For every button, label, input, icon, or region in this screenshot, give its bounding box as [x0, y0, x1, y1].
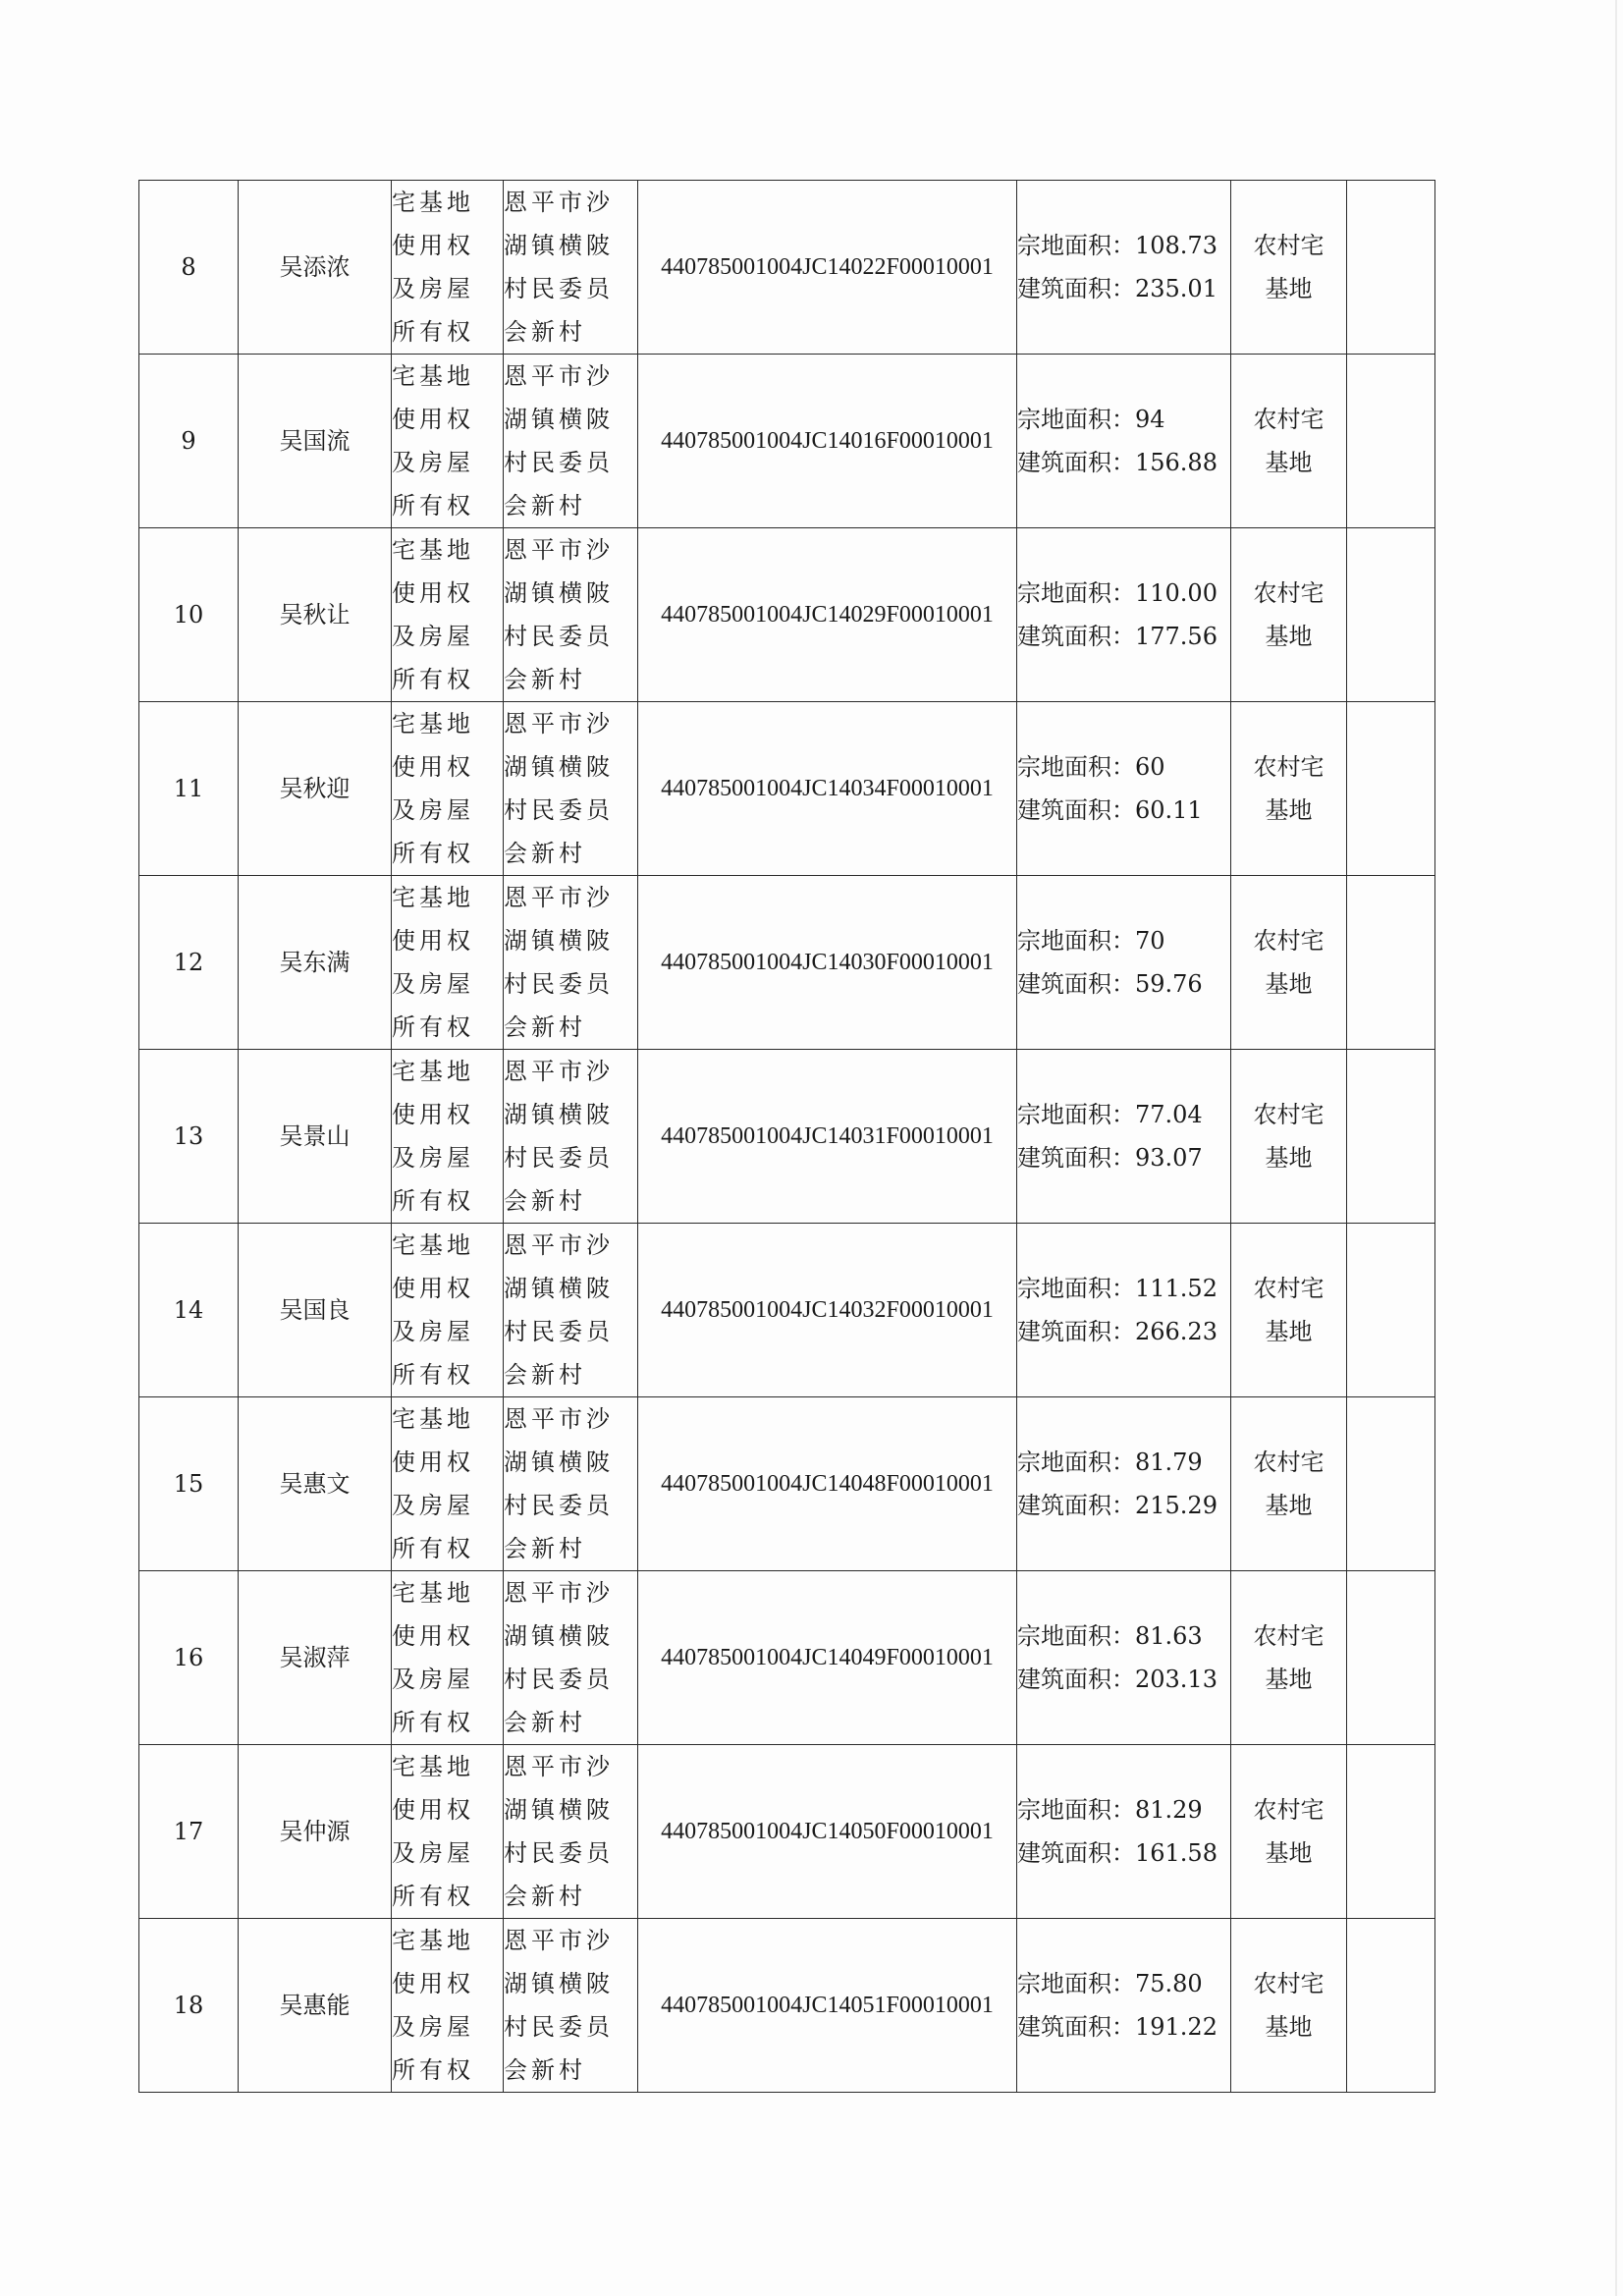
right-type-line: 宅基地	[392, 1579, 474, 1607]
remarks-cell	[1347, 1397, 1435, 1571]
property-unit-code: 440785001004JC14048F00010001	[638, 1397, 1017, 1571]
land-area: 宗地面积：60	[1017, 753, 1165, 781]
row-number: 8	[139, 181, 239, 355]
building-area: 建筑面积：203.13	[1017, 1666, 1217, 1693]
land-use-line: 基地	[1265, 2013, 1313, 2041]
remarks-cell	[1347, 1745, 1435, 1919]
right-type-line: 所有权	[392, 1361, 474, 1389]
property-unit-code: 440785001004JC14034F00010001	[638, 702, 1017, 876]
property-unit-code: 440785001004JC14050F00010001	[638, 1745, 1017, 1919]
right-type-line: 宅基地	[392, 189, 474, 216]
land-use-line: 农村宅	[1253, 1101, 1325, 1128]
building-area: 建筑面积：177.56	[1017, 623, 1217, 650]
right-type-line: 及房屋	[392, 449, 474, 476]
land-owner-line: 村民委员	[504, 1492, 614, 1519]
land-use-line: 农村宅	[1253, 232, 1325, 259]
right-type-line: 及房屋	[392, 1666, 474, 1693]
right-type-line: 宅基地	[392, 1927, 474, 1954]
building-area: 建筑面积：156.88	[1017, 449, 1217, 476]
right-type-line: 所有权	[392, 840, 474, 867]
right-type-line: 及房屋	[392, 1839, 474, 1867]
land-owner-line: 湖镇横陂	[504, 927, 614, 955]
row-number: 13	[139, 1050, 239, 1224]
table-row	[139, 355, 1435, 528]
remarks-cell	[1347, 876, 1435, 1050]
land-owner-line: 湖镇横陂	[504, 1970, 614, 1997]
land-use-line: 农村宅	[1253, 1449, 1325, 1476]
right-type-line: 所有权	[392, 1535, 474, 1562]
land-owner-line: 恩平市沙	[504, 1231, 614, 1259]
land-use	[1231, 702, 1347, 876]
land-owner	[504, 1571, 638, 1745]
land-owner-line: 会新村	[504, 1361, 586, 1389]
land-owner-line: 湖镇横陂	[504, 406, 614, 433]
table-row	[139, 876, 1435, 1050]
right-type-line: 使用权	[392, 1796, 474, 1824]
right-type-line: 所有权	[392, 318, 474, 346]
land-use	[1231, 1050, 1347, 1224]
right-type-line: 及房屋	[392, 275, 474, 302]
land-owner	[504, 1050, 638, 1224]
right-type	[392, 1224, 504, 1397]
right-type-line: 宅基地	[392, 884, 474, 911]
land-use	[1231, 1571, 1347, 1745]
land-use-line: 农村宅	[1253, 406, 1325, 433]
remarks-cell	[1347, 181, 1435, 355]
land-use	[1231, 1919, 1347, 2093]
right-type-line: 宅基地	[392, 1753, 474, 1780]
remarks-cell	[1347, 1224, 1435, 1397]
land-use-line: 农村宅	[1253, 1970, 1325, 1997]
right-type-line: 使用权	[392, 579, 474, 607]
row-number: 18	[139, 1919, 239, 2093]
row-number: 11	[139, 702, 239, 876]
land-use-line: 农村宅	[1253, 1622, 1325, 1650]
land-area: 宗地面积：111.52	[1017, 1275, 1217, 1302]
land-use-line: 基地	[1265, 1318, 1313, 1345]
right-type-line: 使用权	[392, 406, 474, 433]
land-owner-line: 湖镇横陂	[504, 232, 614, 259]
land-area: 宗地面积：81.29	[1017, 1796, 1203, 1824]
property-unit-code: 440785001004JC14032F00010001	[638, 1224, 1017, 1397]
land-area: 宗地面积：75.80	[1017, 1970, 1203, 1997]
right-type-line: 使用权	[392, 1449, 474, 1476]
right-type-line: 及房屋	[392, 1144, 474, 1172]
row-number: 15	[139, 1397, 239, 1571]
right-type-line: 所有权	[392, 1883, 474, 1910]
right-type-line: 宅基地	[392, 536, 474, 564]
right-type-line: 所有权	[392, 1187, 474, 1215]
land-owner-line: 恩平市沙	[504, 1927, 614, 1954]
land-area: 宗地面积：108.73	[1017, 232, 1217, 259]
right-type	[392, 1050, 504, 1224]
right-type-line: 宅基地	[392, 710, 474, 738]
remarks-cell	[1347, 528, 1435, 702]
land-owner-line: 村民委员	[504, 1666, 614, 1693]
land-owner-line: 恩平市沙	[504, 536, 614, 564]
right-type	[392, 1919, 504, 2093]
land-owner-line: 湖镇横陂	[504, 1101, 614, 1128]
land-use-line: 农村宅	[1253, 579, 1325, 607]
land-owner-line: 会新村	[504, 492, 586, 519]
land-owner-line: 村民委员	[504, 970, 614, 998]
right-type-line: 宅基地	[392, 362, 474, 390]
area-cell	[1017, 1571, 1231, 1745]
land-use-line: 基地	[1265, 1839, 1313, 1867]
land-owner	[504, 1224, 638, 1397]
land-owner-line: 会新村	[504, 318, 586, 346]
area-cell	[1017, 1224, 1231, 1397]
table-row	[139, 528, 1435, 702]
land-owner	[504, 1919, 638, 2093]
building-area: 建筑面积：191.22	[1017, 2013, 1217, 2041]
property-unit-code: 440785001004JC14022F00010001	[638, 181, 1017, 355]
area-cell	[1017, 1050, 1231, 1224]
land-use	[1231, 1397, 1347, 1571]
owner-name: 吴国良	[239, 1224, 392, 1397]
area-cell	[1017, 181, 1231, 355]
land-use	[1231, 1745, 1347, 1919]
land-use-line: 基地	[1265, 1666, 1313, 1693]
land-use-line: 农村宅	[1253, 1796, 1325, 1824]
right-type-line: 及房屋	[392, 623, 474, 650]
area-cell	[1017, 702, 1231, 876]
property-unit-code: 440785001004JC14030F00010001	[638, 876, 1017, 1050]
land-owner-line: 湖镇横陂	[504, 579, 614, 607]
row-number: 16	[139, 1571, 239, 1745]
land-use-line: 基地	[1265, 275, 1313, 302]
property-unit-code: 440785001004JC14016F00010001	[638, 355, 1017, 528]
land-use	[1231, 355, 1347, 528]
right-type-line: 宅基地	[392, 1058, 474, 1085]
land-use-line: 基地	[1265, 1144, 1313, 1172]
table-row	[139, 1571, 1435, 1745]
right-type-line: 及房屋	[392, 1492, 474, 1519]
land-owner	[504, 876, 638, 1050]
land-owner-line: 恩平市沙	[504, 1058, 614, 1085]
land-use	[1231, 876, 1347, 1050]
row-number: 10	[139, 528, 239, 702]
land-owner-line: 村民委员	[504, 2013, 614, 2041]
right-type	[392, 1571, 504, 1745]
land-owner-line: 会新村	[504, 666, 586, 693]
area-cell	[1017, 528, 1231, 702]
owner-name: 吴添浓	[239, 181, 392, 355]
area-cell	[1017, 355, 1231, 528]
land-owner-line: 湖镇横陂	[504, 1796, 614, 1824]
remarks-cell	[1347, 355, 1435, 528]
land-use-line: 农村宅	[1253, 753, 1325, 781]
right-type-line: 所有权	[392, 1709, 474, 1736]
right-type	[392, 355, 504, 528]
right-type	[392, 702, 504, 876]
owner-name: 吴仲源	[239, 1745, 392, 1919]
land-owner	[504, 702, 638, 876]
row-number: 17	[139, 1745, 239, 1919]
table-row	[139, 1919, 1435, 2093]
property-unit-code: 440785001004JC14029F00010001	[638, 528, 1017, 702]
land-use-line: 基地	[1265, 970, 1313, 998]
land-owner	[504, 528, 638, 702]
land-owner-line: 村民委员	[504, 623, 614, 650]
land-use-line: 基地	[1265, 796, 1313, 824]
land-owner-line: 会新村	[504, 1535, 586, 1562]
land-use-line: 基地	[1265, 449, 1313, 476]
land-owner-line: 恩平市沙	[504, 1579, 614, 1607]
land-use-line: 基地	[1265, 623, 1313, 650]
building-area: 建筑面积：215.29	[1017, 1492, 1217, 1519]
land-area: 宗地面积：77.04	[1017, 1101, 1203, 1128]
right-type	[392, 1745, 504, 1919]
owner-name: 吴秋迎	[239, 702, 392, 876]
right-type-line: 使用权	[392, 1622, 474, 1650]
land-use	[1231, 181, 1347, 355]
property-unit-code: 440785001004JC14049F00010001	[638, 1571, 1017, 1745]
right-type-line: 使用权	[392, 927, 474, 955]
table-row	[139, 1050, 1435, 1224]
land-owner	[504, 181, 638, 355]
land-owner-line: 会新村	[504, 840, 586, 867]
right-type-line: 所有权	[392, 492, 474, 519]
right-type-line: 使用权	[392, 1275, 474, 1302]
right-type-line: 宅基地	[392, 1405, 474, 1433]
land-area: 宗地面积：81.63	[1017, 1622, 1203, 1650]
row-number: 9	[139, 355, 239, 528]
area-cell	[1017, 1745, 1231, 1919]
row-number: 14	[139, 1224, 239, 1397]
land-owner-line: 会新村	[504, 1709, 586, 1736]
land-owner-line: 恩平市沙	[504, 884, 614, 911]
building-area: 建筑面积：161.58	[1017, 1839, 1217, 1867]
remarks-cell	[1347, 1919, 1435, 2093]
land-area: 宗地面积：70	[1017, 927, 1165, 955]
land-owner	[504, 355, 638, 528]
land-area: 宗地面积：94	[1017, 406, 1165, 433]
owner-name: 吴东满	[239, 876, 392, 1050]
land-owner-line: 村民委员	[504, 796, 614, 824]
land-owner-line: 湖镇横陂	[504, 1622, 614, 1650]
right-type	[392, 181, 504, 355]
table-row	[139, 1745, 1435, 1919]
land-owner-line: 湖镇横陂	[504, 1275, 614, 1302]
table-row	[139, 702, 1435, 876]
owner-name: 吴惠能	[239, 1919, 392, 2093]
land-use-line: 农村宅	[1253, 927, 1325, 955]
table-body	[139, 181, 1435, 2093]
property-unit-code: 440785001004JC14051F00010001	[638, 1919, 1017, 2093]
table-row	[139, 1224, 1435, 1397]
land-use	[1231, 1224, 1347, 1397]
owner-name: 吴秋让	[239, 528, 392, 702]
owner-name: 吴景山	[239, 1050, 392, 1224]
area-cell	[1017, 876, 1231, 1050]
land-area: 宗地面积：81.79	[1017, 1449, 1203, 1476]
table-row	[139, 1397, 1435, 1571]
land-owner	[504, 1397, 638, 1571]
land-owner-line: 会新村	[504, 1013, 586, 1041]
owner-name: 吴淑萍	[239, 1571, 392, 1745]
right-type-line: 所有权	[392, 1013, 474, 1041]
right-type-line: 使用权	[392, 1101, 474, 1128]
right-type-line: 使用权	[392, 753, 474, 781]
table-row	[139, 181, 1435, 355]
right-type-line: 宅基地	[392, 1231, 474, 1259]
area-cell	[1017, 1919, 1231, 2093]
row-number: 12	[139, 876, 239, 1050]
property-register-table	[138, 180, 1435, 2093]
right-type-line: 及房屋	[392, 2013, 474, 2041]
remarks-cell	[1347, 1571, 1435, 1745]
owner-name: 吴国流	[239, 355, 392, 528]
land-owner-line: 村民委员	[504, 1839, 614, 1867]
land-owner-line: 会新村	[504, 1883, 586, 1910]
land-owner-line: 湖镇横陂	[504, 1449, 614, 1476]
land-area: 宗地面积：110.00	[1017, 579, 1217, 607]
land-owner-line: 恩平市沙	[504, 1405, 614, 1433]
right-type-line: 及房屋	[392, 796, 474, 824]
right-type	[392, 1397, 504, 1571]
land-owner-line: 会新村	[504, 1187, 586, 1215]
right-type-line: 及房屋	[392, 970, 474, 998]
land-owner-line: 湖镇横陂	[504, 753, 614, 781]
page-edge	[1615, 0, 1617, 2296]
remarks-cell	[1347, 702, 1435, 876]
area-cell	[1017, 1397, 1231, 1571]
land-owner-line: 恩平市沙	[504, 1753, 614, 1780]
land-use	[1231, 528, 1347, 702]
right-type-line: 使用权	[392, 1970, 474, 1997]
land-owner-line: 会新村	[504, 2056, 586, 2084]
land-owner-line: 村民委员	[504, 449, 614, 476]
land-owner-line: 村民委员	[504, 275, 614, 302]
building-area: 建筑面积：59.76	[1017, 970, 1203, 998]
land-owner-line: 村民委员	[504, 1318, 614, 1345]
land-owner-line: 恩平市沙	[504, 710, 614, 738]
land-owner-line: 恩平市沙	[504, 189, 614, 216]
land-use-line: 基地	[1265, 1492, 1313, 1519]
right-type-line: 及房屋	[392, 1318, 474, 1345]
building-area: 建筑面积：60.11	[1017, 796, 1203, 824]
land-owner	[504, 1745, 638, 1919]
right-type-line: 所有权	[392, 666, 474, 693]
building-area: 建筑面积：235.01	[1017, 275, 1217, 302]
right-type	[392, 876, 504, 1050]
remarks-cell	[1347, 1050, 1435, 1224]
property-unit-code: 440785001004JC14031F00010001	[638, 1050, 1017, 1224]
land-owner-line: 恩平市沙	[504, 362, 614, 390]
owner-name: 吴惠文	[239, 1397, 392, 1571]
right-type-line: 使用权	[392, 232, 474, 259]
land-use-line: 农村宅	[1253, 1275, 1325, 1302]
building-area: 建筑面积：93.07	[1017, 1144, 1203, 1172]
right-type-line: 所有权	[392, 2056, 474, 2084]
building-area: 建筑面积：266.23	[1017, 1318, 1217, 1345]
land-owner-line: 村民委员	[504, 1144, 614, 1172]
right-type	[392, 528, 504, 702]
